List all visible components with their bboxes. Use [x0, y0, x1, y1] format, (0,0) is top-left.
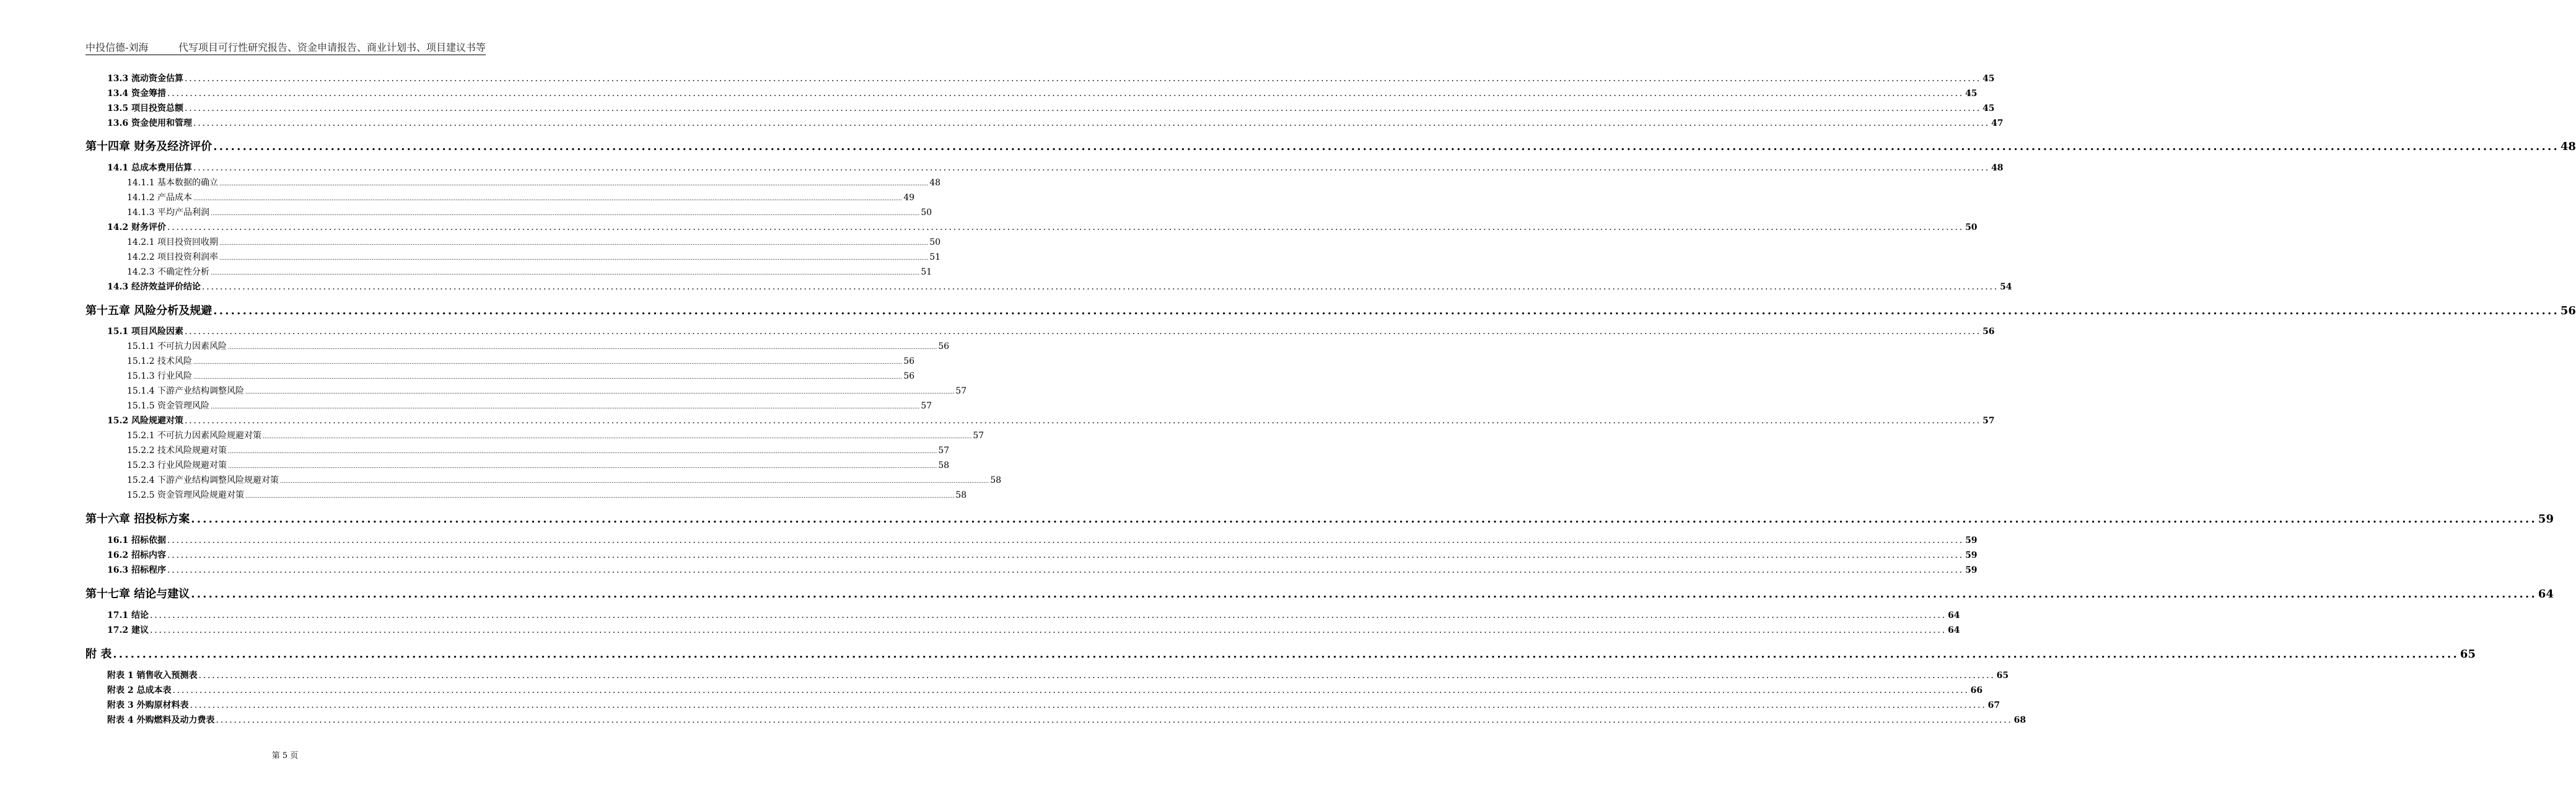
toc-subsection-entry[interactable] [127, 459, 950, 471]
toc-appendix-entry[interactable] [107, 669, 2009, 681]
toc-leader-dots: ................................................................................................................................................................................................................................................................................................................................................................................................................ [184, 104, 1982, 113]
toc-leader-dots: ................................................................................................................................................................................................................................................................................................................................................................................................................ [193, 374, 903, 381]
toc-entry-page: 47 [1991, 118, 2004, 128]
toc-leader-dots: ................................................................................................................................................................................................................................................................................................................................................................................................................ [167, 536, 1965, 545]
toc-entry-title: 15.2.3 行业风险规避对策 [127, 461, 227, 470]
toc-leader-dots: ................................................................................................................................................................................................................................................................................................................................................................................................................ [184, 74, 1982, 84]
toc-entry-page: 58 [955, 490, 967, 500]
toc-section-entry[interactable] [107, 534, 1978, 546]
toc-section-entry[interactable] [107, 280, 2012, 293]
toc-entry-title: 15.2.4 下游产业结构调整风险规避对策 [127, 475, 279, 485]
toc-entry-page: 59 [1965, 550, 1978, 560]
toc-subsection-entry[interactable] [127, 340, 950, 352]
toc-leader-dots: ................................................................................................................................................................................................................................................................................................................................................................................................................ [193, 359, 903, 366]
toc-chapter-entry[interactable] [85, 645, 2476, 661]
toc-entry-page: 59 [1965, 536, 1978, 545]
toc-entry-page: 50 [929, 237, 941, 247]
toc-entry-title: 15.2.5 资金管理风险规避对策 [127, 490, 244, 500]
toc-subsection-entry[interactable] [127, 384, 967, 397]
toc-chapter-entry[interactable] [85, 138, 2576, 154]
toc-entry-page: 66 [1970, 686, 1983, 695]
toc-entry-page: 45 [1982, 104, 1995, 113]
toc-entry-title: 14.1.1 基本数据的确立 [127, 178, 218, 188]
toc-entry-page: 65 [1996, 671, 2009, 681]
toc-entry-title: 15.1.5 资金管理风险 [127, 401, 209, 411]
toc-section-entry[interactable] [107, 72, 1995, 84]
toc-appendix-entry[interactable] [107, 684, 1983, 696]
toc-subsection-entry[interactable] [127, 488, 967, 501]
toc-entry-title: 附表 2 总成本表 [107, 686, 172, 695]
toc-subsection-entry[interactable] [127, 429, 984, 441]
toc-leader-dots: ................................................................................................................................................................................................................................................................................................................................................................................................................ [167, 223, 1965, 232]
toc-entry-page: 45 [1982, 74, 1995, 84]
toc-section-entry[interactable] [107, 549, 1978, 561]
toc-entry-page: 51 [929, 252, 941, 262]
toc-entry-title: 17.2 建议 [107, 625, 149, 635]
toc-leader-dots: ................................................................................................................................................................................................................................................................................................................................................................................................................ [245, 389, 955, 395]
toc-entry-title: 15.1.3 行业风险 [127, 371, 192, 381]
toc-leader-dots: ................................................................................................................................................................................................................................................................................................................................................................................................................ [219, 255, 929, 262]
toc-entry-title: 15.1.1 不可抗力因素风险 [127, 342, 227, 351]
toc-entry-title: 附表 1 销售收入预测表 [107, 671, 198, 681]
toc-entry-page: 64 [1948, 611, 1960, 620]
toc-subsection-entry[interactable] [127, 474, 1002, 486]
toc-entry-title: 15.1.2 技术风险 [127, 356, 192, 366]
toc-entry-page: 50 [1965, 223, 1978, 232]
toc-entry-page: 56 [903, 371, 915, 381]
toc-entry-title: 14.1.2 产品成本 [127, 193, 192, 203]
toc-leader-dots: ................................................................................................................................................................................................................................................................................................................................................................................................................ [216, 715, 2013, 725]
toc-entry-title: 14.1.3 平均产品利润 [127, 208, 209, 218]
toc-subsection-entry[interactable] [127, 206, 932, 218]
toc-entry-title: 17.1 结论 [107, 611, 149, 620]
toc-entry-title: 16.3 招标程序 [107, 565, 166, 575]
toc-entry-page: 58 [938, 461, 950, 470]
toc-section-entry[interactable] [107, 87, 1978, 99]
toc-leader-dots: ................................................................................................................................................................................................................................................................................................................................................................................................................ [227, 449, 937, 455]
toc-entry-title: 14.1 总成本费用估算 [107, 163, 192, 173]
toc-entry-title: 15.1 项目风险因素 [107, 327, 183, 337]
toc-leader-dots: ................................................................................................................................................................................................................................................................................................................................................................................................................ [167, 550, 1965, 560]
toc-entry-page: 57 [973, 431, 984, 441]
toc-leader-dots: ................................................................................................................................................................................................................................................................................................................................................................................................................ [193, 196, 903, 202]
toc-leader-dots: ................................................................................................................................................................................................................................................................................................................................................................................................................ [172, 686, 1969, 695]
toc-entry-title: 13.6 资金使用和管理 [107, 118, 192, 128]
toc-entry-title: 14.3 经济效益评价结论 [107, 282, 201, 292]
toc-leader-dots: ................................................................................................................................................................................................................................................................................................................................................................................................................ [167, 89, 1965, 99]
toc-section-entry[interactable] [107, 563, 1978, 576]
toc-leader-dots: ................................................................................................................................................................................................................................................................................................................................................................................................................ [193, 163, 1991, 173]
toc-entry-page: 64 [2538, 588, 2554, 601]
toc-leader-dots: ................................................................................................................................................................................................................................................................................................................................................................................................................ [210, 270, 920, 276]
toc-entry-page: 68 [2013, 715, 2026, 725]
toc-leader-dots: ................................................................................................................................................................................................................................................................................................................................................................................................................ [184, 416, 1982, 426]
toc-leader-dots: ................................................................................................................................................................................................................................................................................................................................................................................................................ [201, 282, 1999, 292]
toc-entry-title: 16.2 招标内容 [107, 550, 166, 560]
toc-entry-title: 14.2 财务评价 [107, 223, 166, 232]
toc-leader-dots: ................................................................................................................................................................................................................................................................................................................................................................................................................ [184, 327, 1982, 337]
toc-leader-dots: ................................................................................................................................................................................................................................................................................................................................................................................................................ [210, 404, 920, 410]
toc-chapter-entry[interactable] [85, 302, 2576, 318]
toc-entry-page: 48 [2560, 140, 2576, 153]
toc-entry-page: 49 [903, 193, 915, 203]
toc-entry-title: 13.3 流动资金估算 [107, 74, 183, 84]
toc-entry-title: 附表 3 外购原材料表 [107, 700, 189, 710]
toc-subsection-entry[interactable] [127, 265, 932, 278]
toc-entry-page: 59 [1965, 565, 1978, 575]
toc-entry-title: 14.2.1 项目投资回收期 [127, 237, 218, 247]
toc-entry-title: 13.5 项目投资总额 [107, 104, 183, 113]
toc-entry-page: 56 [938, 342, 950, 351]
toc-entry-page: 54 [2000, 282, 2012, 292]
toc-entry-page: 59 [2538, 513, 2554, 526]
toc-entry-page: 48 [1991, 163, 2004, 173]
toc-section-entry[interactable] [107, 325, 1995, 337]
toc-leader-dots: ................................................................................................................................................................................................................................................................................................................................................................................................................ [213, 304, 2559, 317]
toc-entry-page: 45 [1965, 89, 1978, 99]
toc-entry-page: 50 [921, 208, 932, 218]
toc-subsection-entry[interactable] [127, 444, 950, 456]
toc-entry-title: 15.2.1 不可抗力因素风险规避对策 [127, 431, 261, 441]
toc-subsection-entry[interactable] [127, 191, 915, 203]
toc-section-entry[interactable] [107, 609, 1960, 621]
toc-leader-dots: ................................................................................................................................................................................................................................................................................................................................................................................................................ [193, 118, 1991, 128]
toc-entry-page: 56 [2560, 304, 2576, 317]
toc-entry-page: 48 [929, 178, 941, 188]
toc-entry-title: 15.2.2 技术风险规避对策 [127, 446, 227, 456]
toc-leader-dots: ................................................................................................................................................................................................................................................................................................................................................................................................................ [191, 513, 2537, 526]
toc-section-entry[interactable] [107, 624, 1960, 636]
toc-entry-page: 51 [921, 267, 932, 277]
toc-entry-title: 13.4 资金筹措 [107, 89, 166, 99]
toc-leader-dots: ................................................................................................................................................................................................................................................................................................................................................................................................................ [262, 434, 972, 440]
toc-leader-dots: ................................................................................................................................................................................................................................................................................................................................................................................................................ [198, 671, 1996, 681]
toc-leader-dots: ................................................................................................................................................................................................................................................................................................................................................................................................................ [227, 345, 937, 351]
toc-entry-page: 58 [990, 475, 1002, 485]
toc-section-entry[interactable] [107, 414, 1995, 426]
toc-leader-dots: ................................................................................................................................................................................................................................................................................................................................................................................................................ [210, 211, 920, 217]
toc-section-entry[interactable] [107, 102, 1995, 114]
toc-section-entry[interactable] [107, 221, 1978, 233]
toc-entry-page: 57 [1982, 416, 1995, 426]
header-left-text: 中投信德-刘海 [85, 42, 149, 53]
toc-entry-title: 附 表 [85, 648, 112, 661]
toc-entry-title: 第十七章 结论与建议 [85, 588, 190, 601]
toc-leader-dots: ................................................................................................................................................................................................................................................................................................................................................................................................................ [279, 478, 989, 485]
toc-subsection-entry[interactable] [127, 399, 932, 412]
page-number: 第 5 页 [271, 751, 299, 761]
toc-entry-page: 57 [921, 401, 932, 411]
toc-leader-dots: ................................................................................................................................................................................................................................................................................................................................................................................................................ [149, 611, 1947, 620]
toc-chapter-entry[interactable] [85, 510, 2554, 526]
toc-appendix-entry[interactable] [107, 699, 2000, 711]
toc-leader-dots: ................................................................................................................................................................................................................................................................................................................................................................................................................ [190, 700, 1987, 710]
toc-entry-page: 57 [955, 386, 967, 396]
toc-leader-dots: ................................................................................................................................................................................................................................................................................................................................................................................................................ [149, 625, 1947, 635]
toc-entry-title: 附表 4 外购燃料及动力费表 [107, 715, 215, 725]
toc-appendix-entry[interactable] [107, 713, 2026, 726]
toc-entry-title: 第十六章 招投标方案 [85, 513, 190, 526]
toc-leader-dots: ................................................................................................................................................................................................................................................................................................................................................................................................................ [245, 493, 955, 500]
toc-leader-dots: ................................................................................................................................................................................................................................................................................................................................................................................................................ [219, 240, 929, 247]
toc-entry-title: 14.2.2 项目投资利润率 [127, 252, 218, 262]
toc-leader-dots: ................................................................................................................................................................................................................................................................................................................................................................................................................ [191, 588, 2537, 601]
toc-leader-dots: ................................................................................................................................................................................................................................................................................................................................................................................................................ [167, 565, 1965, 575]
toc-entry-title: 14.2.3 不确定性分析 [127, 267, 209, 277]
toc-entry-page: 56 [903, 356, 915, 366]
toc-subsection-entry[interactable] [127, 176, 941, 188]
toc-subsection-entry[interactable] [127, 250, 941, 263]
toc-leader-dots: ................................................................................................................................................................................................................................................................................................................................................................................................................ [227, 464, 937, 470]
toc-leader-dots: ................................................................................................................................................................................................................................................................................................................................................................................................................ [113, 648, 2459, 661]
toc-entry-title: 16.1 招标依据 [107, 536, 166, 545]
toc-entry-page: 67 [1987, 700, 2000, 710]
toc-chapter-entry[interactable] [85, 585, 2554, 601]
toc-entry-page: 56 [1982, 327, 1995, 337]
toc-leader-dots: ................................................................................................................................................................................................................................................................................................................................................................................................................ [219, 181, 929, 187]
toc-entry-title: 第十五章 风险分析及规避 [85, 304, 212, 317]
toc-subsection-entry[interactable] [127, 355, 915, 367]
toc-subsection-entry[interactable] [127, 369, 915, 382]
toc-section-entry[interactable] [107, 117, 2004, 129]
toc-entry-page: 64 [1948, 625, 1960, 635]
toc-entry-title: 第十四章 财务及经济评价 [85, 140, 212, 153]
toc-leader-dots: ................................................................................................................................................................................................................................................................................................................................................................................................................ [213, 140, 2559, 153]
header-right-text: 代写项目可行性研究报告、资金申请报告、商业计划书、项目建议书等 [178, 42, 486, 53]
toc-entry-page: 65 [2460, 648, 2476, 661]
toc-subsection-entry[interactable] [127, 236, 941, 248]
toc-entry-title: 15.1.4 下游产业结构调整风险 [127, 386, 244, 396]
toc-entry-page: 57 [938, 446, 950, 456]
toc-section-entry[interactable] [107, 161, 2004, 174]
toc-entry-title: 15.2 风险规避对策 [107, 416, 183, 426]
